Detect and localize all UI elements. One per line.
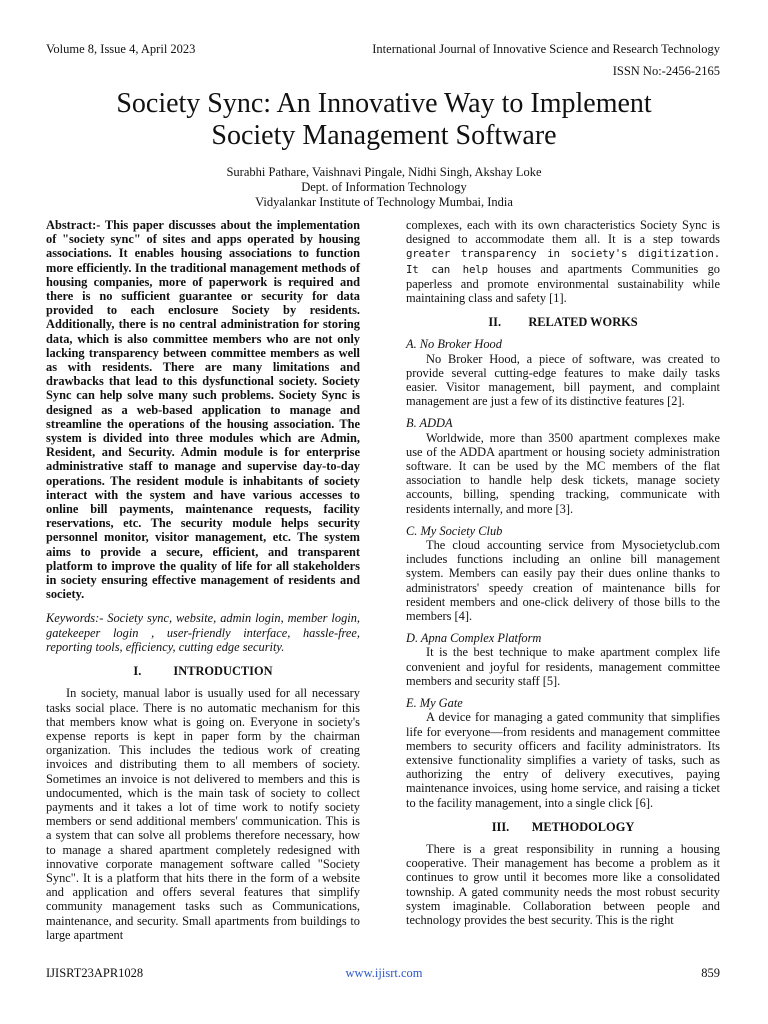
subsection-heading: C. My Society Club [406,523,503,538]
section-heading-introduction: I. INTRODUCTION [133,664,273,679]
subsection-text: A device for managing a gated community that simplifies life for everyone―from residents and management committee members to security officers and facility administrators. Its extensive functionality simplifies a variety of tasks, such as authorizing the entry of delivery executives, paying maintenance invoices, using home service, and raising a ticket to the facility management, into a single click [6]. [406,710,720,810]
keywords: Keywords:- Society sync, website, admin login, member login, gatekeeper login , user-friendly interface, hassle-free, reporting tools, efficiency, cutting edge security. [46,611,360,654]
page-number: 859 [701,966,720,980]
subsection-heading: B. ADDA [406,416,453,431]
journal-name: International Journal of Innovative Science and Research Technology [372,42,720,56]
paper-title [40,88,728,152]
section-heading-related-works: II. RELATED WORKS [488,315,638,330]
subsection-text: The cloud accounting service from Mysocietyclub.com includes functions including an online bill management system. Members can easily pay their dues online thanks to administrators' speedy creation of maintenance bills for resident members and one-click delivery of those bills to the members [4]. [406,538,720,624]
subsection-text: Worldwide, more than 3500 apartment complexes make use of the ADDA apartment or housing society administration software. It can be used by the MC members of the flat association to handle help desk tickets, manage society accounts, billing, spending tracking, communicate with residents internally, and more [3]. [406,430,720,516]
section-heading-methodology: III. METHODOLOGY [491,819,635,834]
subsection-text: No Broker Hood, a piece of software, was created to provide several cutting-edge features to make daily tasks easier. Visitor management, bill payment, and complaint management are just a few of its distinctive features [2]. [406,351,720,409]
abstract: Abstract:- This paper discusses about the implementation of "society sync" of sites and apps operated by housing associations. It enables housing associations to function more efficiently. In the traditional management methods of housing companies, more of paperwork is required and there is no sufficient guarantee or security for data provided to each enclosure Society by residents. Additionally, there is no central administration for storing data, which is also committee members who are not only lacking transparency between committee members as well as with residents. There are many limitations and drawbacks that lead to this dysfunctional society. Society Sync can help solve many such problems. Society Sync is designed as a web-based application to manage and streamline the operations of the housing association. The system is divided into three modules which are Admin, Resident, and Security. Admin module is for enterprise administrative staff to manage and supervise day-to-day operations. The resident module is inhabitants of society interact with the system and have various accesses to online bill payments, maintenance requests, facility reservations, etc. The security module helps security personnel monitor, visitor management, etc. The system aims to provide a secure, efficient, and transparent platform to improve the quality of life for all stakeholders in society ensuring effective management of residents and society. [46,218,360,602]
paper-id: IJISRT23APR1028 [46,966,144,980]
journal-website-link[interactable]: www.ijisrt.com [345,966,423,980]
subsection-text: It is the best technique to make apartment complex life convenient and joyful for residents, management committee members and security staff [5]. [406,645,720,688]
subsection-heading: E. My Gate [406,696,463,711]
author-block [40,165,728,210]
methodology-text: There is a great responsibility in running a housing cooperative. Their management has become a problem as it continues to grow until it becomes more like a consolidated township. A gated community needs the most robust security system imaginable. Collaboration between people and technology provides the best security. This is the right [406,841,720,927]
subsection-heading: D. Apna Complex Platform [406,631,542,646]
volume-info: Volume 8, Issue 4, April 2023 [46,42,196,56]
title-line-1: Society Sync: An Innovative Way to Implement [116,88,652,119]
left-column [46,218,360,942]
intro-continuation: complexes, each with its own characteristics Society Sync is designed to accommodate them all. It is a step towards greater transparency in society's digitization. It can help houses and apartments Communities go paperless and promote environmental sustainability while maintaining class and safety [1]. [406,218,720,306]
subsection-heading: A. No Broker Hood [406,337,502,352]
author-names: Surabhi Pathare, Vaishnavi Pingale, Nidhi Singh, Akshay Loke [226,165,542,179]
author-dept: Dept. of Information Technology [301,180,467,194]
title-line-2: Society Management Software [211,120,557,151]
issn: ISSN No:-2456-2165 [612,64,720,78]
introduction-text: In society, manual labor is usually used for all necessary tasks social place. There is no automatic mechanism for this that members know what is going on. Everyone in society's expense reports is kept in paper form by the chairman organization. This includes the tedious work of creating invoices and distributing them to all members of society. Sometimes an invoice is not delivered to members and this is undocumented, which is the main task of society to collect payments and it takes a lot of time work to notify society members or send additional members' communication. This is a system that can solve all problems therefore necessary, how to manage a shared apartment completely redesigned with innovative corporate management software called "Society Sync". It is a platform that hits there in the form of a website and application and offers several features that simplify community management tasks such as Communications, maintenance, and security. Small apartments from buildings to large apartment [46,686,360,942]
right-column [406,218,720,927]
author-institute: Vidyalankar Institute of Technology Mumbai, India [255,195,513,209]
